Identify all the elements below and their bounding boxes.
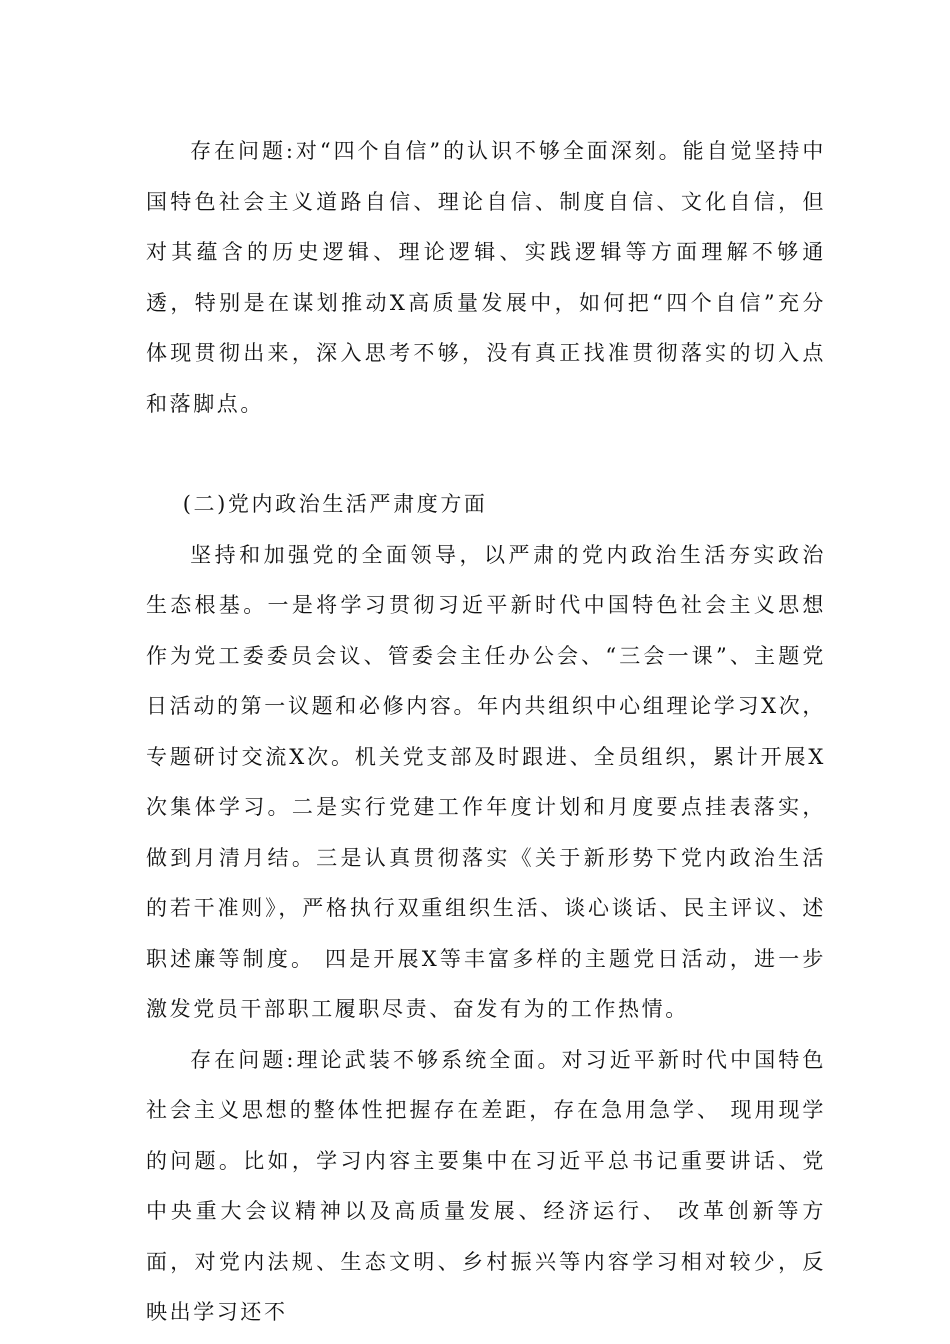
paragraph-four-confidences-problem: 存在问题:对“四个自信”的认识不够全面深刻。能自觉坚持中国特色社会主义道路自信、理论自信、制度自信、文化自信，但对其蕴含的历史逻辑、理论逻辑、实践逻辑等方面理解不够通透，特别是在谋划推动X高质量发展中，如何把“四个自信”充分体现贯彻出来，深入思考不够，没有真正找准贯彻落实的切入点和落脚点。 xyxy=(146,139,826,416)
paragraph-gap xyxy=(146,429,826,479)
paragraph-theory-study-problem: 存在问题:理论武装不够系统全面。对习近平新时代中国特色社会主义思想的整体性把握存在差距，存在急用急学、 现用现学的问题。比如，学习内容主要集中在习近平总书记重要讲话、党中央重大会议精神以及高质量发展、经济运行、 改革创新等方面，对党内法规、生态文明、乡村振兴等内容学习相对较少，反映出学习还不 xyxy=(146,1047,826,1324)
section-heading-political-life: (二)党内政治生活严肃度方面 xyxy=(182,492,488,516)
paragraph-party-leadership: 坚持和加强党的全面领导，以严肃的党内政治生活夯实政治生态根基。一是将学习贯彻习近平新时代中国特色社会主义思想作为党工委委员会议、管委会主任办公会、“三会一课”、主题党日活动的第一议题和必修内容。年内共组织中心组理论学习X次，专题研讨交流X次。机关党支部及时跟进、全员组织，累计开展X次集体学习。二是实行党建工作年度计划和月度要点挂表落实，做到月清月结。三是认真贯彻落实《关于新形势下党内政治生活的若干准则》，严格执行双重组织生活、谈心谈话、民主评议、述职述廉等制度。 四是开展X等丰富多样的主题党日活动，进一步激发党员干部职工履职尽责、奋发有为的工作热情。 xyxy=(146,542,826,1021)
document-body xyxy=(146,126,826,1338)
